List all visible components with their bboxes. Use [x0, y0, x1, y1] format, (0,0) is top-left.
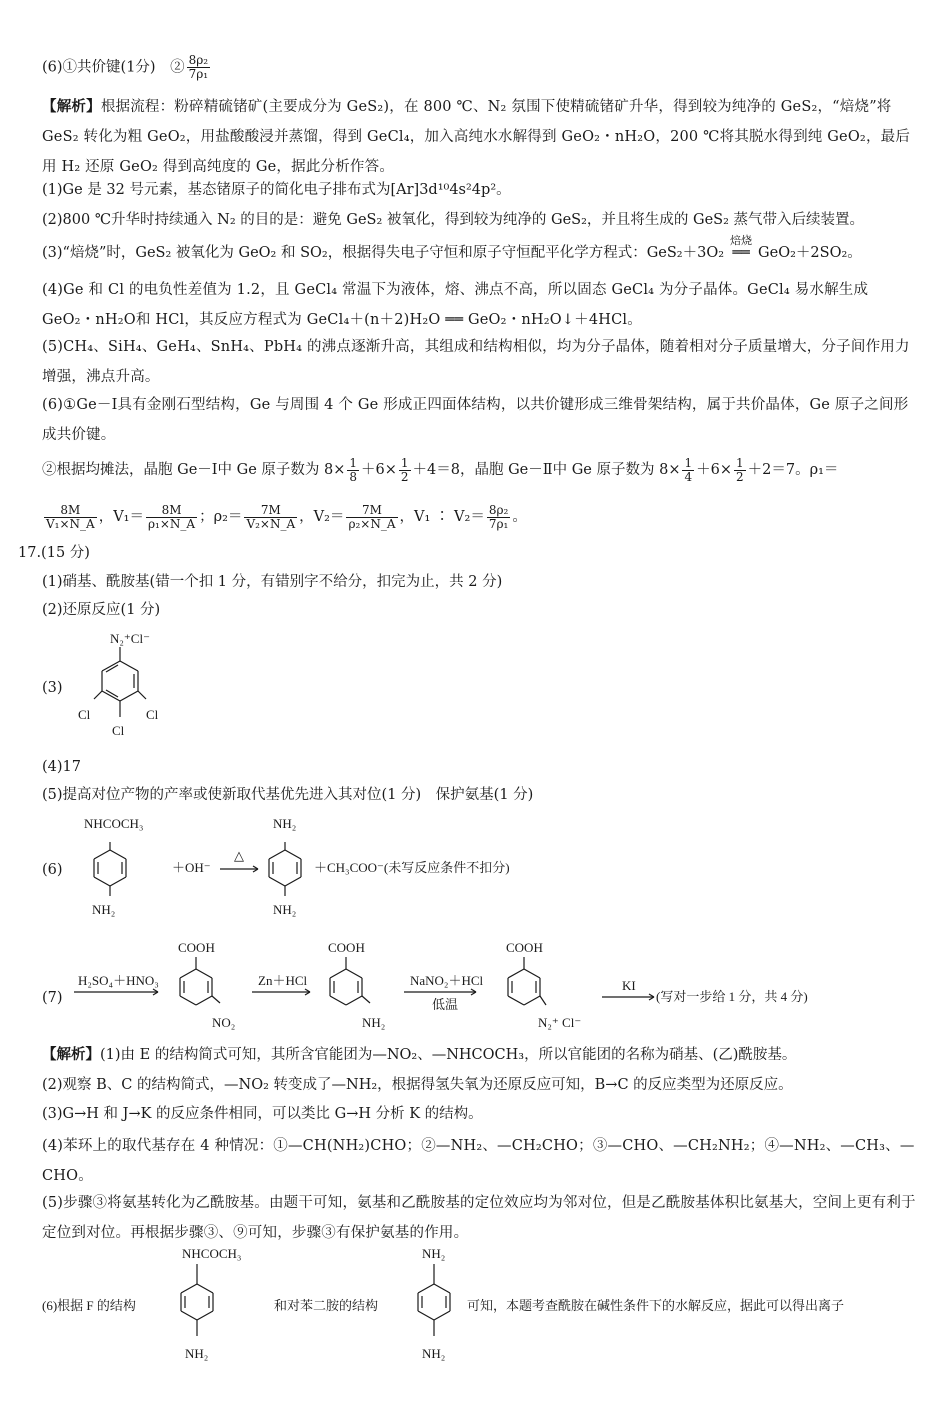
nhcoch3-label: NHCOCH₃	[84, 816, 144, 831]
diazonium-group: N₂⁺Cl⁻	[110, 631, 150, 646]
analysis-16-6c: $\frac{8M}{\text{V₁×N\_A}}$ ，V₁＝ $\frac{8M}{\text{ρ₁×N\_A}}$ ；ρ₂＝ $\frac{7M}{\text{V₂×N\_A}}$ ，V₂＝ $\frac{7M}{\text{ρ₂×N\_A}}$ ，V₁ ∶ V₂＝ $\frac{\text{8ρ₂}}{\text{7ρ₁}}$ 。	[46, 502, 527, 531]
analysis-16-6b: ②根据均摊法，晶胞 Ge－Ⅰ中 Ge 原子数为 8× $\frac{1}{8}$ ＋6× $\frac{1}{2}$ ＋4＝8，晶胞 Ge－Ⅱ中 Ge 原子数为 8× $\frac{1}{4}$ ＋6× $\frac{1}{2}$ ＋2＝7。ρ₁＝	[42, 455, 839, 484]
nitrobenzoic-acid-ring	[180, 957, 220, 1005]
nh2-label: NH₂	[92, 902, 116, 917]
analysis-16-6a: (6)①Ge－Ⅰ具有金刚石型结构，Ge 与周围 4 个 Ge 形成正四面体结构，以共价键形成三维骨架结构，属于共价晶体，Ge 原子之间形成共价键。	[42, 397, 909, 443]
q17-2: (2)还原反应(1 分)	[42, 602, 161, 618]
pd-nh2-top: NH₂	[422, 1246, 446, 1261]
c2-cooh: COOH	[328, 940, 365, 955]
q17-7-scoring: (写对一步给 1 分，共 4 分)	[656, 989, 808, 1004]
c2-nh2: NH₂	[362, 1015, 386, 1030]
analysis-17-3: (3)G→H 和 J→K 的反应条件相同，可以类比 G→H 分析 K 的结构。	[42, 1106, 483, 1122]
f-nh2: NH₂	[185, 1346, 209, 1361]
c1-no2: NO₂	[212, 1015, 236, 1030]
acetate-byproduct: ＋CH₃COO⁻(未写反应条件不扣分)	[314, 860, 510, 875]
analysis-17-2: (2)观察 B、C 的结构简式，—NO₂ 转变成了—NH₂，根据得氢失氧为还原反应可知，B→C 的反应类型为还原反应。	[42, 1077, 793, 1093]
q17-4: (4)17	[42, 759, 81, 775]
c1-cooh: COOH	[178, 940, 215, 955]
q17-6-equation	[70, 812, 930, 930]
hydroxide-reagent: ＋OH⁻	[172, 860, 211, 875]
analysis-17-1: 【解析】(1)由 E 的结构简式可知，其所含官能团为—NO₂、—NHCOCH₃，所以官能团的名称为硝基、(乙)酰胺基。	[42, 1046, 797, 1063]
f-structure-ring	[181, 1264, 213, 1336]
q17-3-label: (3)	[42, 680, 63, 696]
arrow1-reagent: H₂SO₄＋HNO₃	[78, 973, 159, 988]
p-phenylenediamine-ring	[269, 842, 301, 896]
analysis-17-5: (5)步骤③将氨基转化为乙酰胺基。由题干可知，氨基和乙酰胺基的定位效应均为邻对位，但是乙酰胺基体积比氨基大，空间上更有利于定位到对位。再根据步骤③、⑨可知，步骤③有保护氨基的作用。	[42, 1195, 916, 1241]
cl-right: Cl	[146, 707, 159, 722]
acetanilide-ring	[94, 842, 126, 896]
q17-header: 17.(15 分)	[18, 545, 90, 561]
arrow3-condition: 低温	[432, 997, 459, 1012]
q17-7-label: (7)	[42, 990, 63, 1006]
c3-cooh: COOH	[506, 940, 543, 955]
c3-diazonium: N₂⁺ Cl⁻	[538, 1015, 582, 1030]
cl-bottom: Cl	[112, 723, 125, 738]
a17-6-text1: (6)根据 F 的结构	[42, 1298, 136, 1313]
trichlorobenzenediazonium-structure	[70, 625, 190, 745]
analysis-17-4: (4)苯环上的取代基存在 4 种情况：①—CH(NH₂)CHO；②—NH₂、—CH₂CHO；③—CHO、—CH₂NH₂；④—NH₂、—CH₃、—CHO。	[42, 1138, 915, 1184]
benzene-ring	[94, 647, 146, 717]
analysis-16-1: (1)Ge 是 32 号元素，基态锗原子的简化电子排布式为[Ar]3d¹⁰4s²4p²。	[42, 182, 511, 198]
f-nhcoch3: NHCOCH₃	[182, 1246, 242, 1261]
q17-6-label: (6)	[42, 862, 63, 878]
q17-1: (1)硝基、酰胺基(错一个扣 1 分，有错别字不给分，扣完为止，共 2 分)	[42, 574, 503, 590]
analysis-16-2: (2)800 ℃升华时持续通入 N₂ 的目的是：避免 GeS₂ 被氧化，得到较为纯净的 GeS₂，并且将生成的 GeS₂ 蒸气带入后续装置。	[42, 212, 865, 228]
q17-5: (5)提高对位产物的产率或使新取代基优先进入其对位(1 分) 保护氨基(1 分)	[42, 787, 534, 803]
arrow3-reagent: NaNO₂＋HCl	[410, 973, 484, 988]
a17-6-text3: 可知，本题考查酰胺在碱性条件下的水解反应，据此可以得出离子	[467, 1298, 845, 1313]
analysis-16-4: (4)Ge 和 Cl 的电负性差值为 1.2，且 GeCl₄ 常温下为液体，熔、沸点不高，所以固态 GeCl₄ 为分子晶体。GeCl₄ 易水解生成 GeO₂・nH₂O和 HCl，其反应方程式为 GeCl₄＋(n＋2)H₂O ══ GeO₂・nH₂O↓＋4HCl。	[42, 282, 869, 328]
p-phenylenediamine-ring	[418, 1264, 450, 1336]
analysis-16-intro: 【解析】根据流程：粉碎精硫锗矿(主要成分为 GeS₂)，在 800 ℃、N₂ 氛围下使精硫锗矿升华，得到较为纯净的 GeS₂，“焙烧”将 GeS₂ 转化为粗 GeO₂，用盐酸酸浸并蒸馏，得到 GeCl₄，加入高纯水水解得到 GeO₂・nH₂O，200 ℃将其脱水得到纯 GeO₂，最后用 H₂ 还原 GeO₂ 得到高纯度的 Ge，据此分析作答。	[42, 98, 911, 175]
product-nh2-top: NH₂	[273, 816, 297, 831]
analysis-16-3: (3)“焙烧”时，GeS₂ 被氧化为 GeO₂ 和 SO₂，根据得失电子守恒和原子守恒配平化学方程式：GeS₂＋3O₂ 焙烧 ══ GeO₂＋2SO₂。	[42, 234, 862, 261]
arrow4-reagent: KI	[622, 978, 636, 993]
diazonium-benzoic-acid-ring	[508, 957, 546, 1005]
arrow2-reagent: Zn＋HCl	[258, 973, 308, 988]
aminobenzoic-acid-ring	[330, 957, 370, 1005]
analysis-17-6	[42, 1240, 932, 1370]
analysis-16-5: (5)CH₄、SiH₄、GeH₄、SnH₄、PbH₄ 的沸点逐渐升高，其组成和结构相似，均为分子晶体，随着相对分子质量增大，分子间作用力增强，沸点升高。	[42, 339, 910, 385]
a17-6-text2: 和对苯二胺的结构	[274, 1298, 379, 1313]
q17-7-route	[66, 935, 936, 1035]
pd-nh2-bottom: NH₂	[422, 1346, 446, 1361]
q16-6-answer: (6)①共价键(1分) ② $\frac{\text{8ρ₂}}{\text{7ρ₁}}$	[42, 53, 209, 81]
product-nh2-bottom: NH₂	[273, 902, 297, 917]
cl-left: Cl	[78, 707, 91, 722]
heat-condition: △	[234, 848, 244, 863]
